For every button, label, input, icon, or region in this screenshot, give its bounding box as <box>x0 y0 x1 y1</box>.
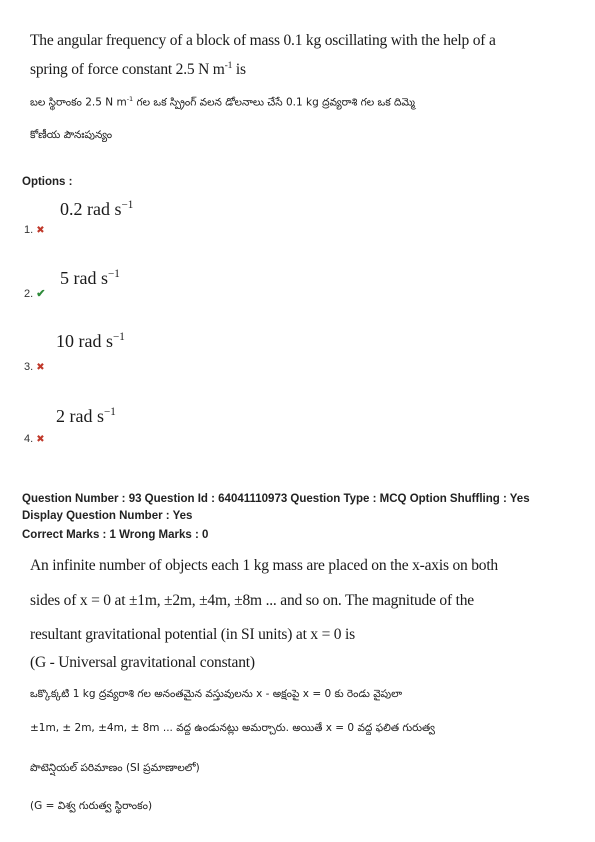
question-text-te-1a: బల స్థిరాంకం 2.5 N m <box>30 96 127 109</box>
question-meta-line-3: Correct Marks : 1 Wrong Marks : 0 <box>22 529 209 541</box>
question-text-en-2a: spring of force constant 2.5 N m <box>30 61 225 79</box>
unit-superscript-te: -1 <box>126 95 134 103</box>
wrong-mark-icon: ✖ <box>36 225 45 236</box>
q93-text-te-line-4: (G = విశ్వ గురుత్వ స్థిరాంకం) <box>30 800 153 812</box>
wrong-mark-icon: ✖ <box>36 434 45 445</box>
question-meta-line-2: Display Question Number : Yes <box>22 510 193 522</box>
unit-superscript: -1 <box>224 60 233 71</box>
q93-text-en-line-3: resultant gravitational potential (in SI units) at x = 0 is <box>30 626 355 643</box>
q93-text-en-line-2: sides of x = 0 at ±1m, ±2m, ±4m, ±8m ... and so on. The magnitude of the <box>30 592 474 609</box>
q93-text-en-line-4: (G - Universal gravitational constant) <box>30 654 255 671</box>
option-3-number: 3. ✖ <box>24 361 45 373</box>
question-text-en-line-2 <box>30 60 246 79</box>
q93-text-te-line-3: పొటెన్షియల్ పరిమాణం (SI ప్రమాణాలలో) <box>30 762 200 774</box>
option-1-value: 0.2 rad $s^{-1}$ <box>60 199 134 219</box>
options-label: Options : <box>22 176 73 188</box>
correct-mark-icon: ✔ <box>36 288 46 300</box>
question-text-en-2b: is <box>232 61 246 79</box>
question-text-te-line-1 <box>30 95 415 112</box>
question-meta-line-1: Question Number : 93 Question Id : 64041110973 Question Type : MCQ Option Shuffling : Yes <box>22 493 530 505</box>
option-4-number: 4. ✖ <box>24 433 45 445</box>
question-text-en-line-1: The angular frequency of a block of mass 0.1 kg oscillating with the help of a <box>30 32 496 49</box>
option-2-value: 5 rad $s^{-1}$ <box>60 268 120 288</box>
wrong-mark-icon: ✖ <box>36 362 45 373</box>
option-4-value: 2 rad $s^{-1}$ <box>56 406 116 426</box>
question-text-te-line-2: కోణీయ పౌనఃపున్యం <box>30 129 113 141</box>
question-text-te-1b: గల ఒక స్ప్రింగ్ వలన డోలనాలు చేసే 0.1 kg ద్రవ్యరాశి గల ఒక దిమ్మె <box>133 96 416 109</box>
option-3-value: 10 rad $s^{-1}$ <box>56 331 125 351</box>
q93-text-te-line-1: ఒక్కొక్కటి 1 kg ద్రవ్యరాశి గల అనంతమైన వస్తువులను x - అక్షంపై x = 0 కు రెండు వైపులా <box>30 688 403 700</box>
q93-text-en-line-1: An infinite number of objects each 1 kg mass are placed on the x-axis on both <box>30 557 498 574</box>
option-1-number: 1. ✖ <box>24 224 45 236</box>
q93-text-te-line-2: ±1m, ± 2m, ±4m, ± 8m ... వద్ద ఉండునట్లు అమర్చారు. అయితే x = 0 వద్ద ఫలిత గురుత్వ <box>30 722 435 734</box>
option-2-number: 2. ✔ <box>24 288 46 300</box>
